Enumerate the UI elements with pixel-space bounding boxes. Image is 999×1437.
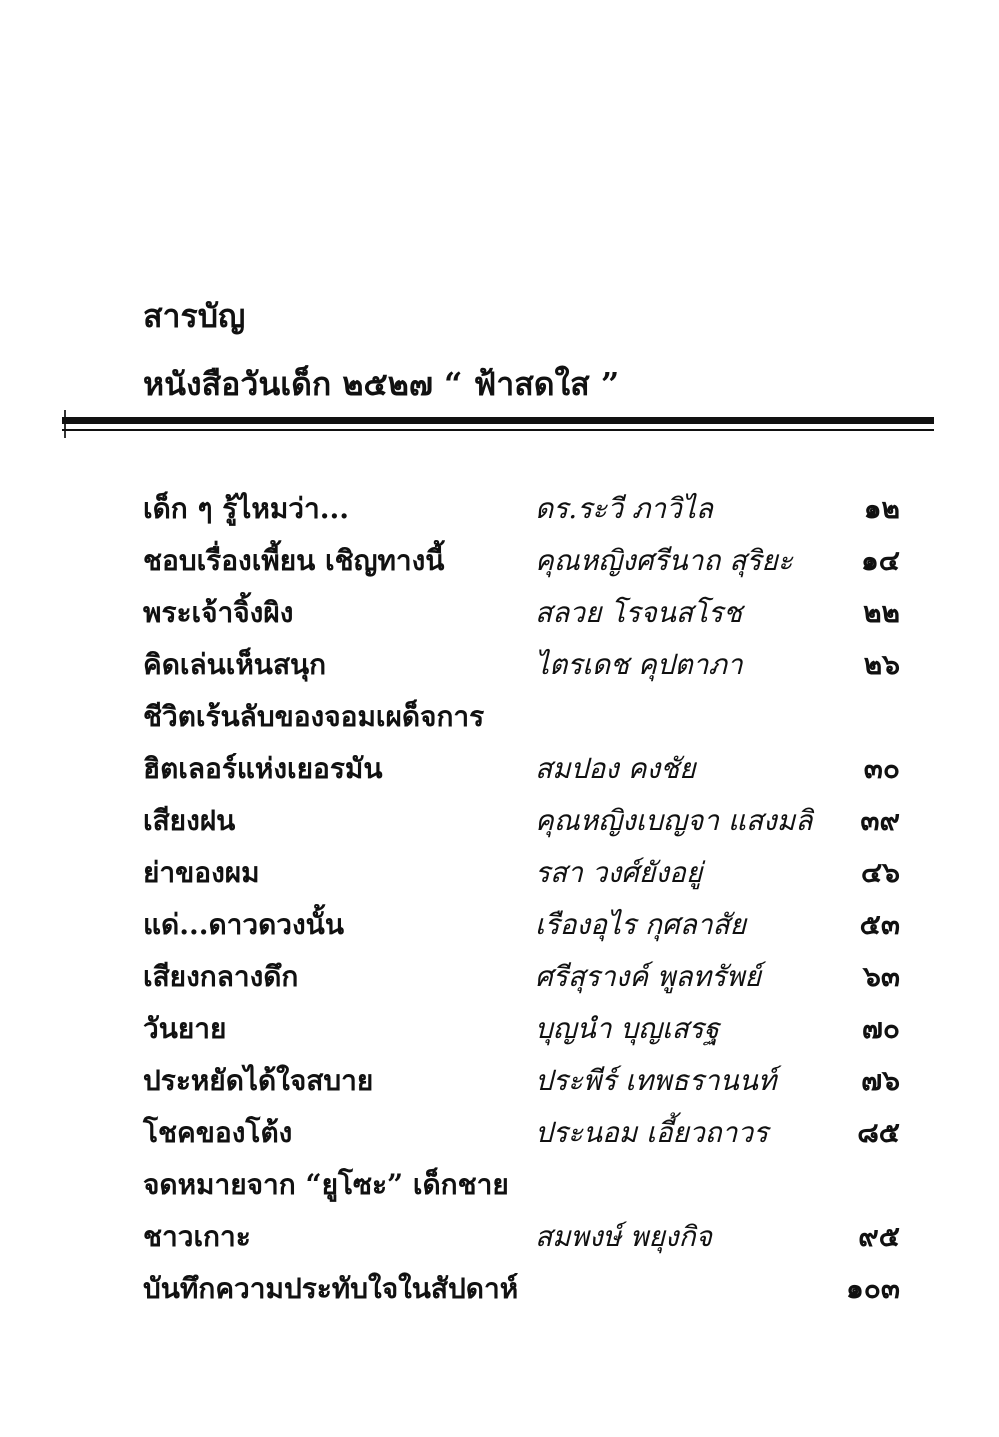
book-title: หนังสือวันเด็ก ๒๕๒๗ “ ฟ้าสดใส ” <box>143 365 620 403</box>
toc-entry-page: ๗๖ <box>861 1064 900 1097</box>
toc-entry-author: สมปอง คงชัย <box>535 752 696 785</box>
toc-entry-page: ๓๐ <box>863 752 900 785</box>
toc-entry-title: แด่...ดาวดวงนั้น <box>143 908 344 941</box>
toc-entry-title: ประหยัดได้ใจสบาย <box>143 1064 374 1097</box>
toc-entry <box>0 538 999 590</box>
toc-entry-page: ๘๕ <box>857 1116 900 1149</box>
toc-entry-title: ฮิตเลอร์แห่งเยอรมัน <box>143 752 383 785</box>
toc-entry-author: ดร.ระวี ภาวิไล <box>535 492 713 525</box>
toc-entry <box>0 694 999 746</box>
toc-entry <box>0 590 999 642</box>
toc-entry-author: คุณหญิงศรีนาถ สุริยะ <box>535 544 793 577</box>
toc-entry-title: พระเจ้าจิ้งผิง <box>143 596 294 629</box>
toc-entry-page: ๔๖ <box>861 856 900 889</box>
toc-entry-title: เด็ก ๆ รู้ไหมว่า... <box>143 492 349 525</box>
toc-entry <box>0 1058 999 1110</box>
toc-entry-page: ๑๐๓ <box>845 1272 900 1305</box>
toc-entry-title: คิดเล่นเห็นสนุก <box>143 648 327 681</box>
toc-entry-page: ๒๖ <box>863 648 900 681</box>
divider-thin <box>62 429 934 431</box>
toc-entry-page: ๓๙ <box>860 804 900 837</box>
toc-entry <box>0 1162 999 1214</box>
toc-entry <box>0 1110 999 1162</box>
toc-entry-title: จดหมายจาก “ยูโซะ” เด็กชาย <box>143 1168 509 1201</box>
toc-entry <box>0 798 999 850</box>
toc-entry <box>0 902 999 954</box>
toc-entry-author: ไตรเดช คุปตาภา <box>535 648 743 681</box>
toc-entry <box>0 642 999 694</box>
rule-tick <box>64 410 66 438</box>
toc-entry-author: เรืองอุไร กุศลาสัย <box>535 908 747 941</box>
toc-entry-title: เสียงฝน <box>143 804 236 837</box>
toc-entry-author: สมพงษ์ พยุงกิจ <box>535 1220 712 1253</box>
toc-entry <box>0 850 999 902</box>
toc-entry-page: ๑๔ <box>861 544 900 577</box>
toc-entry <box>0 1266 999 1318</box>
toc-entry <box>0 746 999 798</box>
toc-entry-author: ประนอม เอี้ยวถาวร <box>535 1116 769 1149</box>
toc-entry-author: สลวย โรจนสโรช <box>535 596 743 629</box>
toc-entry <box>0 1006 999 1058</box>
toc-entry-title: ย่าของผม <box>143 856 260 889</box>
divider-thick <box>62 417 934 424</box>
toc-entry <box>0 1214 999 1266</box>
toc-entry-title: ชอบเรื่องเพี้ยน เชิญทางนี้ <box>143 544 445 577</box>
toc-entry-title: ชีวิตเร้นลับของจอมเผด็จการ <box>143 700 485 733</box>
toc-entry-author: บุญนำ บุญเสรฐ <box>535 1012 720 1045</box>
toc-entry-author: ประพีร์ เทพธรานนท์ <box>535 1064 777 1097</box>
toc-entry <box>0 954 999 1006</box>
toc-entry-page: ๙๕ <box>858 1220 900 1253</box>
toc-entry-title: โชคของโต้ง <box>143 1116 293 1149</box>
toc-entry <box>0 486 999 538</box>
table-of-contents <box>0 486 999 1318</box>
toc-entry-page: ๑๒ <box>863 492 900 525</box>
toc-entry-page: ๒๒ <box>863 596 900 629</box>
toc-entry-title: วันยาย <box>143 1012 227 1045</box>
page-title: สารบัญ <box>143 297 246 335</box>
toc-entry-author: ศรีสุรางค์ พูลทรัพย์ <box>535 960 761 993</box>
toc-entry-page: ๖๓ <box>863 960 900 993</box>
toc-entry-page: ๕๓ <box>859 908 900 941</box>
toc-entry-title: ชาวเกาะ <box>143 1220 251 1253</box>
toc-entry-title: เสียงกลางดึก <box>143 960 299 993</box>
toc-entry-author: รสา วงศ์ยังอยู่ <box>535 856 703 889</box>
toc-entry-page: ๗๐ <box>861 1012 900 1045</box>
toc-entry-title: บันทึกความประทับใจในสัปดาห์ <box>143 1272 519 1305</box>
toc-entry-author: คุณหญิงเบญจา แสงมลิ <box>535 804 813 837</box>
